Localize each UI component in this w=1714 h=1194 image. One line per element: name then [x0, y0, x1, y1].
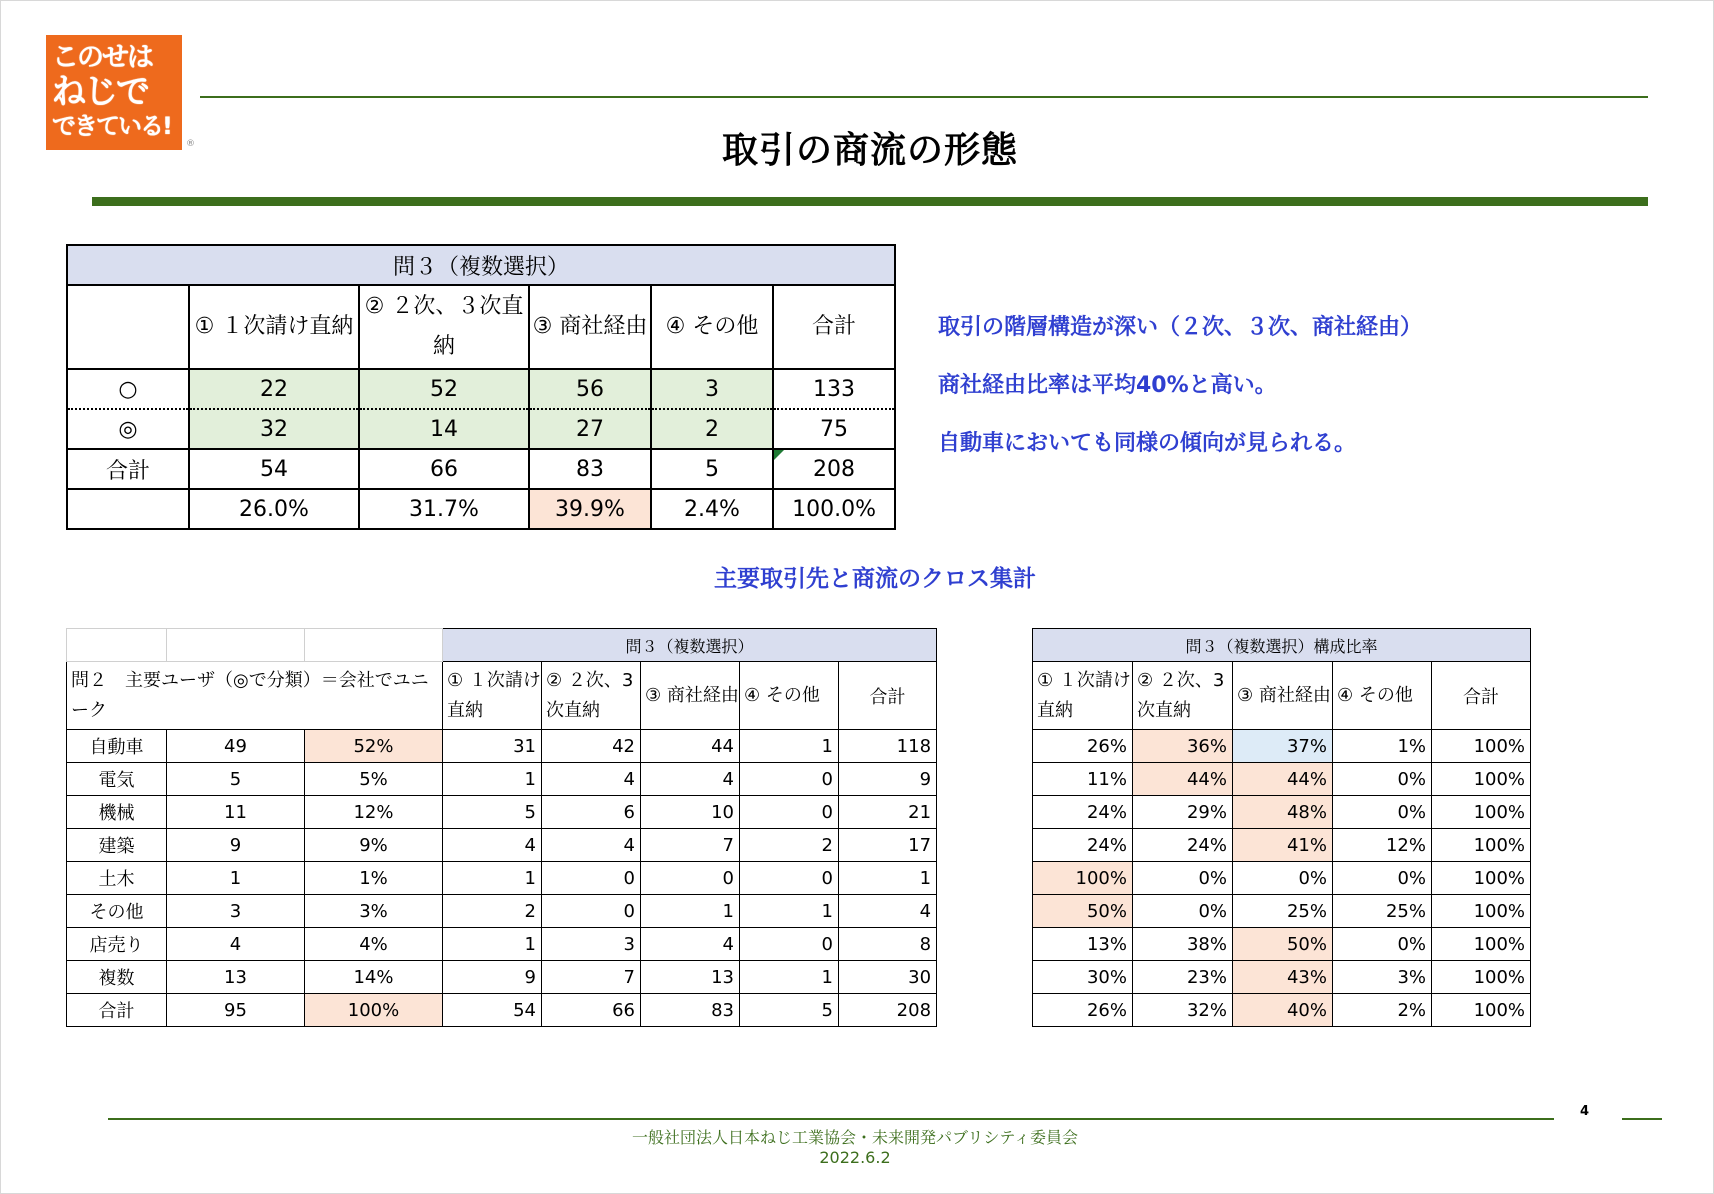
cross-cell: 0	[740, 862, 839, 895]
ratio-table-row	[1033, 730, 1531, 763]
cross-cell: 9	[443, 961, 542, 994]
ratio-header: ④ その他	[1333, 662, 1432, 730]
ratio-header: ③ 商社経由	[1233, 662, 1333, 730]
summary-caption: 問３（複数選択）	[67, 245, 895, 285]
cross-row-label: その他	[67, 895, 167, 928]
footer-org: 一般社団法人日本ねじ工業協会・未来開発パブリシティ委員会	[631, 1128, 1079, 1147]
cross-table-row	[67, 895, 937, 928]
ratio-cell: 100%	[1033, 862, 1133, 895]
cross-table-title: 主要取引先と商流のクロス集計	[714, 566, 1036, 592]
ratio-cell: 44%	[1133, 763, 1233, 796]
cross-cell: 4	[839, 895, 937, 928]
ratio-table-row	[1033, 994, 1531, 1027]
summary-cell: 54	[189, 449, 359, 489]
cross-cell: 0	[740, 763, 839, 796]
cross-cell: 0	[740, 928, 839, 961]
cross-cell: 1	[839, 862, 937, 895]
ratio-cell: 100%	[1432, 763, 1531, 796]
cross-cell: 9	[839, 763, 937, 796]
cross-row-label: 電気	[67, 763, 167, 796]
title-rule	[92, 197, 1648, 206]
cross-cell: 13	[167, 961, 305, 994]
cross-cell: 10	[641, 796, 740, 829]
ratio-cell: 24%	[1133, 829, 1233, 862]
summary-cell: 22	[189, 369, 359, 409]
cross-table	[66, 628, 937, 1027]
cross-cell: 13	[641, 961, 740, 994]
cross-row-label: 自動車	[67, 730, 167, 763]
ratio-cell: 12%	[1333, 829, 1432, 862]
ratio-cell: 13%	[1033, 928, 1133, 961]
ratio-cell: 100%	[1432, 730, 1531, 763]
ratio-header: ② ２次、3次直納	[1133, 662, 1233, 730]
summary-header-blank	[67, 285, 189, 369]
ratio-cell: 0%	[1333, 763, 1432, 796]
ratio-cell: 100%	[1432, 895, 1531, 928]
summary-header: ④ その他	[651, 285, 773, 369]
summary-cell: 66	[359, 449, 529, 489]
ratio-cell: 44%	[1233, 763, 1333, 796]
cross-table-row	[67, 961, 937, 994]
ratio-table-row	[1033, 862, 1531, 895]
ratio-cell: 43%	[1233, 961, 1333, 994]
summary-cell: 133	[773, 369, 895, 409]
cross-row-label: 合計	[67, 994, 167, 1027]
summary-cell: 5	[651, 449, 773, 489]
cross-table-row	[67, 796, 937, 829]
cross-cell: 5	[443, 796, 542, 829]
cross-cell: 54	[443, 994, 542, 1027]
ratio-caption: 問３（複数選択）構成比率	[1033, 629, 1531, 662]
cross-cell: 17	[839, 829, 937, 862]
logo-line-2: ねじで	[52, 72, 148, 112]
cross-row-label: 店売り	[67, 928, 167, 961]
cross-cell: 4	[167, 928, 305, 961]
cross-cell: 1	[641, 895, 740, 928]
cross-cell: 0	[542, 862, 641, 895]
cross-cell: 1	[740, 730, 839, 763]
cross-cell: 1	[443, 763, 542, 796]
blank-cell	[67, 629, 167, 662]
cross-cell: 3	[167, 895, 305, 928]
cross-cell: 5	[167, 763, 305, 796]
cross-cell: 1	[740, 895, 839, 928]
cross-row-label: 土木	[67, 862, 167, 895]
ratio-cell: 100%	[1432, 928, 1531, 961]
ratio-cell: 32%	[1133, 994, 1233, 1027]
summary-cell: 56	[529, 369, 651, 409]
ratio-cell: 37%	[1233, 730, 1333, 763]
ratio-cell: 48%	[1233, 796, 1333, 829]
summary-header: ③ 商社経由	[529, 285, 651, 369]
ratio-table-row	[1033, 928, 1531, 961]
cross-cell: 66	[542, 994, 641, 1027]
summary-cell: 14	[359, 409, 529, 449]
ratio-cell: 0%	[1333, 928, 1432, 961]
cross-table-row	[67, 928, 937, 961]
cross-row-label: 機械	[67, 796, 167, 829]
summary-cell: 2.4%	[651, 489, 773, 529]
ratio-cell: 23%	[1133, 961, 1233, 994]
cross-cell: 1	[740, 961, 839, 994]
summary-header: ② ２次、３次直納	[359, 285, 529, 369]
ratio-cell: 3%	[1333, 961, 1432, 994]
cross-cell: 1	[443, 928, 542, 961]
ratio-table-row	[1033, 961, 1531, 994]
logo-line-1: このせは	[52, 42, 152, 73]
cross-cell: 21	[839, 796, 937, 829]
cross-cell: 208	[839, 994, 937, 1027]
cross-cell: 49	[167, 730, 305, 763]
ratio-table-row	[1033, 895, 1531, 928]
cross-cell: 4	[641, 928, 740, 961]
cross-cell: 4	[641, 763, 740, 796]
blank-cell	[167, 629, 305, 662]
footer-rule	[108, 1118, 1554, 1120]
summary-row-label	[67, 489, 189, 529]
cross-cell: 31	[443, 730, 542, 763]
cross-cell: 12%	[305, 796, 443, 829]
cross-caption: 問３（複数選択）	[443, 629, 937, 662]
ratio-cell: 40%	[1233, 994, 1333, 1027]
cross-header: ② ２次、3次直納	[542, 662, 641, 730]
ratio-cell: 25%	[1333, 895, 1432, 928]
summary-cell: 100.0%	[773, 489, 895, 529]
cross-cell: 0	[740, 796, 839, 829]
cross-row-header: 問２ 主要ユーザ（◎で分類）＝会社でユニーク	[67, 662, 443, 730]
cross-table-row	[67, 763, 937, 796]
cross-header: ① １次請け直納	[443, 662, 542, 730]
summary-cell: 32	[189, 409, 359, 449]
cross-cell: 2	[443, 895, 542, 928]
cross-table-row	[67, 730, 937, 763]
ratio-cell: 30%	[1033, 961, 1133, 994]
cross-table-row	[67, 829, 937, 862]
footer	[560, 1128, 1150, 1168]
summary-row-label: ○	[67, 369, 189, 409]
ratio-cell: 25%	[1233, 895, 1333, 928]
cross-cell: 9%	[305, 829, 443, 862]
summary-header: ① １次請け直納	[189, 285, 359, 369]
summary-row-label: 合計	[67, 449, 189, 489]
summary-header: 合計	[773, 285, 895, 369]
ratio-cell: 50%	[1033, 895, 1133, 928]
cross-cell: 5	[740, 994, 839, 1027]
cross-cell: 1%	[305, 862, 443, 895]
ratio-cell: 0%	[1333, 796, 1432, 829]
ratio-cell: 2%	[1333, 994, 1432, 1027]
ratio-cell: 0%	[1133, 862, 1233, 895]
page-title: 取引の商流の形態	[721, 130, 1018, 171]
ratio-cell: 38%	[1133, 928, 1233, 961]
ratio-cell: 50%	[1233, 928, 1333, 961]
ratio-table-row	[1033, 829, 1531, 862]
cross-cell: 9	[167, 829, 305, 862]
cross-header: 合計	[839, 662, 937, 730]
summary-row-label: ◎	[67, 409, 189, 449]
cross-cell: 1	[443, 862, 542, 895]
header-rule	[200, 96, 1648, 98]
cross-header: ③ 商社経由	[641, 662, 740, 730]
ratio-cell: 0%	[1233, 862, 1333, 895]
ratio-cell: 100%	[1432, 961, 1531, 994]
cross-cell: 4	[443, 829, 542, 862]
cross-cell: 1	[167, 862, 305, 895]
logo	[46, 35, 182, 150]
summary-cell: 26.0%	[189, 489, 359, 529]
cross-cell: 44	[641, 730, 740, 763]
cross-cell: 7	[641, 829, 740, 862]
summary-cell: 31.7%	[359, 489, 529, 529]
cross-cell: 4%	[305, 928, 443, 961]
cross-cell: 5%	[305, 763, 443, 796]
cross-table-row	[67, 862, 937, 895]
ratio-cell: 100%	[1432, 862, 1531, 895]
ratio-cell: 100%	[1432, 829, 1531, 862]
ratio-cell: 26%	[1033, 994, 1133, 1027]
cross-cell: 7	[542, 961, 641, 994]
page-number: 4	[1580, 1104, 1590, 1119]
summary-cell: 75	[773, 409, 895, 449]
ratio-cell: 26%	[1033, 730, 1133, 763]
ratio-cell: 0%	[1333, 862, 1432, 895]
cross-header: ④ その他	[740, 662, 839, 730]
cross-cell: 100%	[305, 994, 443, 1027]
cross-cell: 30	[839, 961, 937, 994]
cross-row-label: 建築	[67, 829, 167, 862]
cross-cell: 118	[839, 730, 937, 763]
ratio-cell: 29%	[1133, 796, 1233, 829]
summary-cell-highlight: 39.9%	[529, 489, 651, 529]
summary-cell: 27	[529, 409, 651, 449]
ratio-cell: 36%	[1133, 730, 1233, 763]
summary-cell: 2	[651, 409, 773, 449]
cross-cell: 95	[167, 994, 305, 1027]
summary-table	[66, 244, 896, 530]
ratio-table-row	[1033, 796, 1531, 829]
ratio-cell: 11%	[1033, 763, 1133, 796]
ratio-header: ① １次請け直納	[1033, 662, 1133, 730]
cross-cell: 4	[542, 829, 641, 862]
cross-cell: 14%	[305, 961, 443, 994]
cross-cell: 83	[641, 994, 740, 1027]
summary-cell: 83	[529, 449, 651, 489]
cross-cell: 8	[839, 928, 937, 961]
cross-cell: 2	[740, 829, 839, 862]
footer-date: 2022.6.2	[819, 1148, 891, 1167]
cross-cell: 0	[641, 862, 740, 895]
ratio-cell: 100%	[1432, 994, 1531, 1027]
ratio-cell: 24%	[1033, 829, 1133, 862]
summary-cell: 52	[359, 369, 529, 409]
summary-cell: 208	[773, 449, 895, 489]
cross-cell: 0	[542, 895, 641, 928]
note-3: 自動車においても同様の傾向が見られる。	[938, 431, 1357, 456]
summary-cell: 3	[651, 369, 773, 409]
ratio-table	[1032, 628, 1531, 1027]
cross-cell: 6	[542, 796, 641, 829]
registered-mark: ®	[186, 139, 195, 149]
note-2: 商社経由比率は平均40%と高い。	[938, 373, 1277, 398]
blank-cell	[305, 629, 443, 662]
ratio-cell: 41%	[1233, 829, 1333, 862]
ratio-table-row	[1033, 763, 1531, 796]
ratio-cell: 24%	[1033, 796, 1133, 829]
ratio-cell: 100%	[1432, 796, 1531, 829]
cross-cell: 4	[542, 763, 641, 796]
cross-row-label: 複数	[67, 961, 167, 994]
footer-rule-right	[1622, 1118, 1662, 1120]
ratio-header: 合計	[1432, 662, 1531, 730]
note-1: 取引の階層構造が深い（２次、３次、商社経由）	[938, 315, 1423, 340]
logo-line-3: できている!	[52, 112, 171, 140]
ratio-cell: 1%	[1333, 730, 1432, 763]
cross-cell: 3%	[305, 895, 443, 928]
cross-cell: 3	[542, 928, 641, 961]
cross-cell: 42	[542, 730, 641, 763]
cross-table-row	[67, 994, 937, 1027]
cross-cell: 52%	[305, 730, 443, 763]
ratio-cell: 0%	[1133, 895, 1233, 928]
cross-cell: 11	[167, 796, 305, 829]
